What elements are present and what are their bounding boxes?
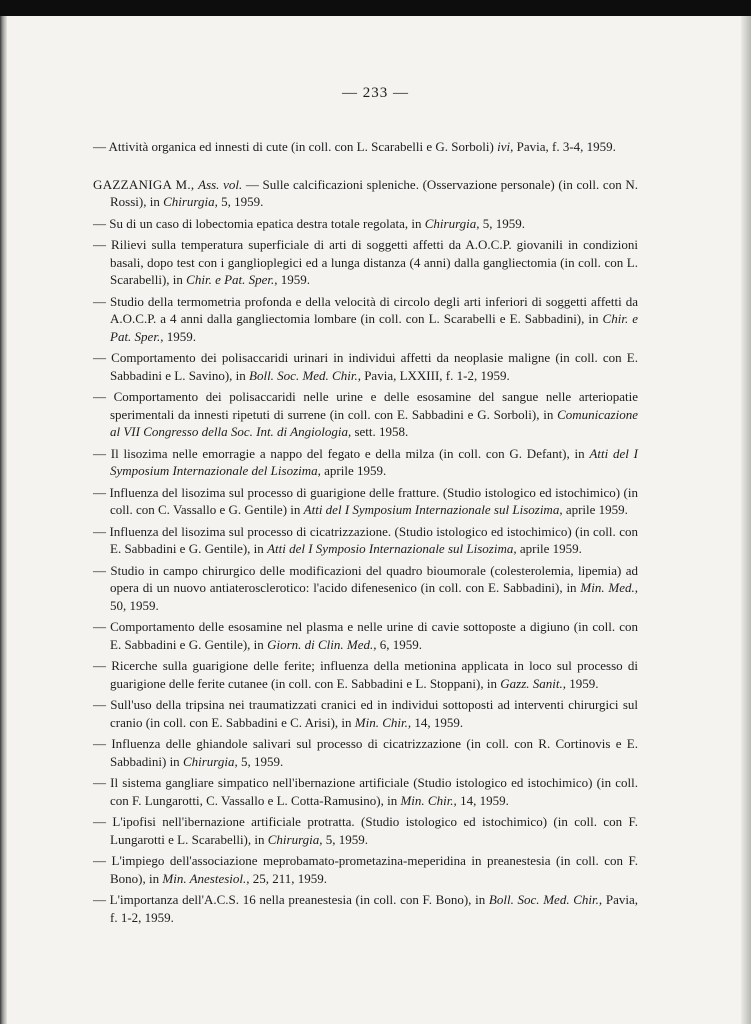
bibliography-entry: — Attività organica ed innesti di cute (in coll. con L. Scarabelli e G. Sorboli) ivi, Pavia, f. 3-4, 1959. xyxy=(93,139,616,154)
bibliography-entry-author: GAZZANIGA M., Ass. vol. — Sulle calcificazioni spleniche. (Osservazione personale) (in coll. con N. Rossi), in Chirurgia, 5, 1959. xyxy=(93,176,638,209)
page-number: — 233 — xyxy=(342,85,409,101)
bibliography-entry: — L'impiego dell'associazione meprobamato-prometazina-meperidina in preanestesia (in coll. con F. Bono), in Min. Anestesiol., 25, 211, 1959. xyxy=(93,853,638,886)
bibliography-entry: — Influenza del lisozima sul processo di cicatrizzazione. (Studio istologico ed istochimico) (in coll. con E. Sabbadini e G. Gentile), in Atti del I Symposio Internazionale sul Lisozima, aprile 1959. xyxy=(93,523,638,556)
bibliography-entry: — Sull'uso della tripsina nei traumatizzati cranici ed in individui sottoposti ad interventi chirurgici sul cranio (in coll. con E. Sabbadini e C. Arisi), in Min. Chir., 14, 1959. xyxy=(93,697,638,730)
bibliography-entry: — Influenza del lisozima sul processo di guarigione delle fratture. (Studio istologico ed istochimico) (in coll. con C. Vassallo e G. Gentile) in Atti del I Symposium Internazionale sul Lisozima, aprile 1959. xyxy=(93,484,638,517)
bibliography-entry: — L'ipofisi nell'ibernazione artificiale protratta. (Studio istologico ed istochimico) (in coll. con F. Lungarotti e L. Scarabelli), in Chirurgia, 5, 1959. xyxy=(93,814,638,847)
bibliography-entry: — Rilievi sulla temperatura superficiale di arti di soggetti affetti da A.O.C.P. giovanili in condizioni basali, dopo test con i ganglioplegici ed a lunga distanza (4 anni) dalla gangliectomia (in coll. con L. Scarabelli), in Chir. e Pat. Sper., 1959. xyxy=(93,237,638,287)
bibliography-entry: — Su di un caso di lobectomia epatica destra totale regolata, in Chirurgia, 5, 1959. xyxy=(93,215,526,231)
bibliography-entry: — Comportamento dei polisaccaridi urinari in individui affetti da neoplasie maligne (in coll. con E. Sabbadini e L. Savino), in Boll. Soc. Med. Chir., Pavia, LXXIII, f. 1-2, 1959. xyxy=(93,350,638,383)
bibliography-entry: — Comportamento delle esosamine nel plasma e nelle urine di cavie sottoposte a digiuno (in coll. con E. Sabbadini e G. Gentile), in Giorn. di Clin. Med., 6, 1959. xyxy=(93,619,638,652)
bibliography-entry: — Studio in campo chirurgico delle modificazioni del quadro bioumorale (colesterolemia, lipemia) ad opera di un nuovo antiaterosclerotico: l'acido difenesenico (in coll. con E. Sabbadini), in Min. Med., 50, 1959. xyxy=(93,562,639,613)
bibliography-entry: — Ricerche sulla guarigione delle ferite; influenza della metionina applicata in loco sul processo di guarigione delle ferite cutanee (in coll. con E. Sabbadini e L. Stoppani), in Gazz. Sanit., 1959. xyxy=(93,658,638,691)
bibliography-list xyxy=(93,138,638,930)
author-name: GAZZANIGA M., xyxy=(93,176,195,192)
bibliography-entry: — Influenza delle ghiandole salivari sul processo di cicatrizzazione (in coll. con R. Cortinovis e E. Sabbadini) in Chirurgia, 5, 1959. xyxy=(93,736,638,769)
bibliography-entry: — L'importanza dell'A.C.S. 16 nella preanestesia (in coll. con F. Bono), in Boll. Soc. Med. Chir., Pavia, f. 1-2, 1959. xyxy=(93,892,638,925)
bibliography-entry: — Studio della termometria profonda e della velocità di circolo degli arti inferiori di soggetti affetti da A.O.C.P. a 4 anni dalla gangliectomia lombare (in coll. con L. Scarabelli e E. Sabbadini), in Chir. e Pat. Sper., 1959. xyxy=(93,293,638,344)
scan-right-edge xyxy=(741,16,751,1024)
bibliography-entry: — Il sistema gangliare simpatico nell'ibernazione artificiale (Studio istologico ed istochimico) (in coll. con F. Lungarotti, C. Vassallo e L. Cotta-Ramusino), in Min. Chir., 14, 1959. xyxy=(93,775,638,808)
scan-left-edge xyxy=(0,16,7,1024)
bibliography-entry: — Comportamento dei polisaccaridi nelle urine e delle esosamine del sangue nelle arteriopatie sperimentali da innesti ripetuti di surrene (in coll. con E. Sabbadini e G. Sorboli), in Comunicazione al VII Congresso della Soc. Int. di Angiologia, sett. 1958. xyxy=(93,389,638,439)
bibliography-entry: — Il lisozima nelle emorragie a nappo del fegato e della milza (in coll. con G. Defant), in Atti del I Symposium Internazionale del Lisozima, aprile 1959. xyxy=(93,445,638,478)
scan-top-border xyxy=(0,0,751,16)
